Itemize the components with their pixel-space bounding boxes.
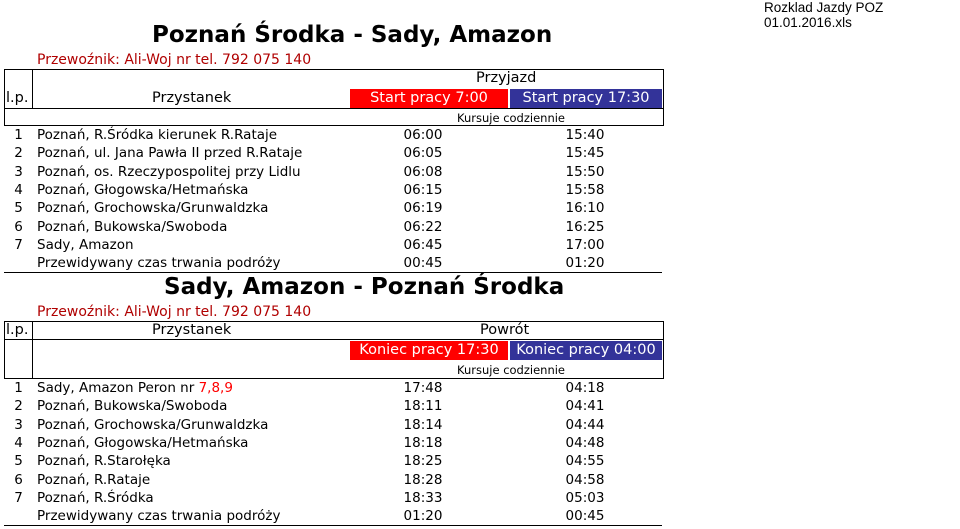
- row-number: 5: [14, 200, 23, 217]
- time-shift-2: 05:03: [565, 489, 605, 506]
- outbound-daily-note: Kursuje codziennie: [457, 111, 566, 125]
- time-shift-2: 15:45: [565, 145, 605, 162]
- outbound-header-divider: [32, 69, 33, 109]
- time-shift-2: 04:55: [565, 453, 605, 470]
- row-number: 2: [14, 145, 23, 162]
- time-shift-2: 17:00: [565, 236, 605, 253]
- time-shift-2: 15:50: [565, 163, 605, 180]
- row-number: 1: [14, 380, 23, 397]
- return-header-top-border: [4, 321, 664, 322]
- return-timetable: [4, 379, 662, 526]
- table-row: [5, 416, 662, 434]
- row-number: 3: [14, 163, 23, 180]
- outbound-carrier: Przewoźnik: Ali-Woj nr tel. 792 075 140: [37, 52, 312, 68]
- return-lp-header: l.p.: [6, 322, 29, 338]
- stop-name: Poznań, os. Rzeczypospolitej przy Lidlu: [33, 163, 338, 181]
- stop-name: Poznań, R.Starołęka: [33, 453, 338, 471]
- return-header-mid-border: [4, 339, 664, 340]
- table-row: [5, 163, 662, 181]
- file-name-label: Rozklad Jazdy POZ 01.01.2016.xls: [764, 0, 884, 30]
- stop-name: [33, 380, 338, 398]
- duration-lp: [5, 255, 33, 273]
- duration-lp: [5, 508, 33, 526]
- table-row: [5, 181, 662, 199]
- time-shift-2: 16:10: [565, 200, 605, 217]
- time-shift-1: 18:25: [403, 453, 443, 470]
- platform-numbers: 7,8,9: [198, 380, 233, 397]
- time-shift-1: 06:05: [403, 145, 443, 162]
- return-header-left-border: [4, 321, 5, 379]
- stop-name: Poznań, ul. Jana Pawła II przed R.Rataje: [33, 145, 338, 163]
- time-shift-1: 17:48: [403, 380, 443, 397]
- time-shift-2: 16:25: [565, 218, 605, 235]
- time-shift-2: 04:18: [565, 380, 605, 397]
- row-number: 4: [14, 435, 23, 452]
- stop-name: Poznań, R.Rataje: [33, 471, 338, 489]
- row-number: 3: [14, 416, 23, 433]
- table-row: [5, 145, 662, 163]
- time-shift-1: 06:00: [403, 127, 443, 144]
- duration-shift-1: 01:20: [338, 508, 509, 526]
- time-shift-1: 18:33: [403, 489, 443, 506]
- time-shift-1: 18:14: [403, 416, 443, 433]
- outbound-timetable: [4, 126, 662, 273]
- row-number: 7: [14, 489, 23, 506]
- duration-label: Przewidywany czas trwania podróży: [33, 255, 338, 273]
- time-shift-1: 06:08: [403, 163, 443, 180]
- stop-name: Poznań, Bukowska/Swoboda: [33, 218, 338, 236]
- stop-name: Poznań, Głogowska/Hetmańska: [33, 434, 338, 452]
- outbound-header-bottom-border: [4, 108, 664, 109]
- time-shift-2: 04:48: [565, 435, 605, 452]
- outbound-stop-header: Przystanek: [152, 90, 232, 106]
- time-shift-1: 06:45: [403, 236, 443, 253]
- time-shift-2: 15:40: [565, 127, 605, 144]
- duration-row: [5, 508, 662, 526]
- duration-row: [5, 255, 662, 273]
- return-group-header: Powrót: [480, 322, 530, 338]
- outbound-header-left-border: [4, 69, 5, 109]
- table-row: [5, 380, 662, 398]
- stop-name: Poznań, Bukowska/Swoboda: [33, 398, 338, 416]
- outbound-lp-header: l.p.: [6, 90, 29, 106]
- table-row: [5, 471, 662, 489]
- duration-shift-2: 00:45: [509, 508, 662, 526]
- return-title: Sady, Amazon - Poznań Środka: [164, 274, 565, 300]
- stop-name: Poznań, Grochowska/Grunwaldzka: [33, 416, 338, 434]
- outbound-group-header: Przyjazd: [476, 70, 537, 86]
- time-shift-2: 04:44: [565, 416, 605, 433]
- time-shift-2: 04:41: [565, 398, 605, 415]
- time-shift-1: 06:15: [403, 182, 443, 199]
- outbound-shift-1: Start pracy 7:00: [350, 89, 508, 108]
- return-carrier: Przewoźnik: Ali-Woj nr tel. 792 075 140: [37, 304, 312, 320]
- time-shift-1: 18:28: [403, 471, 443, 488]
- first-stop-prefix: Sady, Amazon Peron nr: [37, 380, 199, 397]
- duration-shift-2: 01:20: [509, 255, 662, 273]
- table-row: [5, 489, 662, 507]
- row-number: 2: [14, 398, 23, 415]
- duration-label: Przewidywany czas trwania podróży: [33, 508, 338, 526]
- outbound-title: Poznań Środka - Sady, Amazon: [152, 22, 553, 48]
- stop-name: Poznań, R.Śródka kierunek R.Rataje: [33, 127, 338, 145]
- table-row: [5, 127, 662, 145]
- return-header-divider: [32, 321, 33, 379]
- time-shift-1: 18:11: [403, 398, 443, 415]
- table-row: [5, 200, 662, 218]
- stop-name: Sady, Amazon: [33, 236, 338, 254]
- row-number: 1: [14, 127, 23, 144]
- table-row: [5, 434, 662, 452]
- table-row: [5, 218, 662, 236]
- outbound-header-right-border: [663, 69, 664, 109]
- outbound-sub-left: [4, 108, 5, 126]
- return-header-right-border: [663, 321, 664, 379]
- table-row: [5, 453, 662, 471]
- table-row: [5, 236, 662, 254]
- return-daily-note: Kursuje codziennie: [457, 363, 566, 377]
- stop-name: Poznań, Głogowska/Hetmańska: [33, 181, 338, 199]
- row-number: 6: [14, 218, 23, 235]
- table-row: [5, 398, 662, 416]
- return-shift-1: Koniec pracy 17:30: [350, 341, 508, 360]
- duration-shift-1: 00:45: [338, 255, 509, 273]
- outbound-sub-right: [663, 108, 664, 126]
- row-number: 4: [14, 182, 23, 199]
- time-shift-1: 06:19: [403, 200, 443, 217]
- stop-name: Poznań, Grochowska/Grunwaldzka: [33, 200, 338, 218]
- time-shift-1: 18:18: [403, 435, 443, 452]
- time-shift-2: 04:58: [565, 471, 605, 488]
- stop-name: Poznań, R.Śródka: [33, 489, 338, 507]
- return-shift-2: Koniec pracy 04:00: [510, 341, 662, 360]
- row-number: 6: [14, 471, 23, 488]
- time-shift-2: 15:58: [565, 182, 605, 199]
- outbound-header-top-border: [4, 69, 664, 70]
- row-number: 7: [14, 236, 23, 253]
- row-number: 5: [14, 453, 23, 470]
- outbound-shift-2: Start pracy 17:30: [510, 89, 662, 108]
- time-shift-1: 06:22: [403, 218, 443, 235]
- return-stop-header: Przystanek: [152, 322, 232, 338]
